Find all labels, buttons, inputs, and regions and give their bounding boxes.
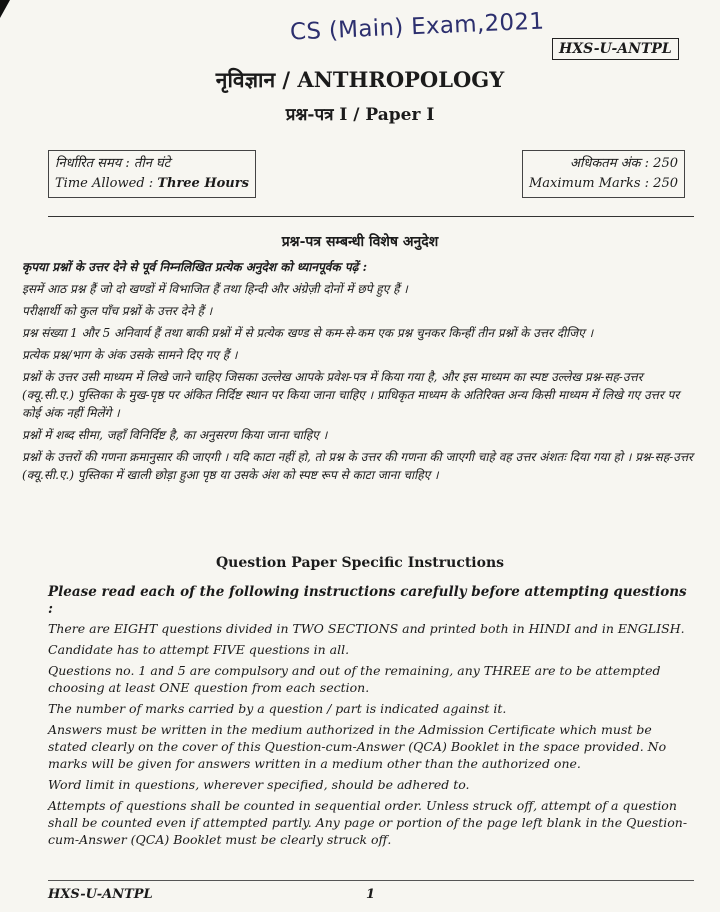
paper-code-box: HXS-U-ANTPL — [552, 38, 679, 60]
page-number: 1 — [366, 887, 376, 902]
corner-mark — [0, 0, 10, 18]
maximum-marks-english: Maximum Marks : 250 — [529, 176, 678, 191]
hindi-instructions-heading: प्रश्न-पत्र सम्बन्धी विशेष अनुदेश — [281, 234, 439, 250]
time-allowed-hindi: निर्धारित समय : तीन घंटे — [55, 156, 171, 171]
paper-title: नृविज्ञान / ANTHROPOLOGY — [215, 67, 505, 92]
english-instruction-item: Word limit in questions, wherever specified, should be adhered to. — [48, 777, 470, 792]
hindi-instruction-item: प्रश्न संख्या 1 और 5 अनिवार्य हैं तथा बाकी प्रश्नों में से प्रत्येक खण्ड से कम-से-कम एक प्रश्न चुनकर किन्हीं तीन प्रश्नों के उत्तर दीजिए । — [22, 326, 594, 340]
english-instructions — [48, 584, 694, 852]
english-instruction-item: Candidate has to attempt FIVE questions in all. — [48, 642, 350, 657]
hindi-instruction-item: प्रश्नों के उत्तर उसी माध्यम में लिखे जाने चाहिए जिसका उल्लेख आपके प्रवेश-पत्र में किया गया है, और इस माध्यम का स्पष्ट उल्लेख प्रश्न-सह-उत्तर (क्यू.सी.ए.) पुस्तिका के मुख-पृष्ठ पर अंकित निर्दिष्ट स्थान पर किया जाना चाहिए । प्राधिकृत माध्यम के अतिरिक्त अन्य किसी माध्यम में लिखे गए उत्तर पर कोई अंक नहीं मिलेंगे । — [22, 370, 680, 420]
hindi-instructions-lead: कृपया प्रश्नों के उत्तर देने से पूर्व निम्नलिखित प्रत्येक अनुदेश को ध्यानपूर्वक पढ़ें : — [22, 260, 368, 274]
english-instruction-item: Attempts of questions shall be counted in sequential order. Unless struck off, attempt of a question shall be counted even if attempted partly. Any page or portion of the page left blank in the Question-cum-Answer (QCA) Booklet must be clearly struck off. — [48, 798, 688, 847]
time-allowed-label: Time Allowed : — [55, 176, 158, 191]
footer-divider — [48, 880, 694, 881]
handwritten-note: CS (Main) Exam,2021 — [289, 8, 545, 46]
hindi-instructions — [22, 258, 698, 488]
maximum-marks-hindi: अधिकतम अंक : 250 — [570, 156, 678, 171]
time-allowed-box — [48, 150, 256, 198]
english-instruction-item: The number of marks carried by a question / part is indicated against it. — [48, 701, 507, 716]
paper-subtitle: प्रश्न-पत्र I / Paper I — [285, 105, 435, 125]
maximum-marks-box — [522, 150, 685, 198]
english-instructions-lead: Please read each of the following instructions carefully before attempting questions : — [48, 584, 687, 617]
time-allowed-value: Three Hours — [157, 176, 249, 191]
english-instruction-item: Answers must be written in the medium authorized in the Admission Certificate which must be stated clearly on the cover of this Question-cum-Answer (QCA) Booklet in the space provided. No marks will be given for answers written in a medium other than the authorized one. — [48, 722, 667, 771]
header-divider — [48, 216, 694, 217]
hindi-instruction-item: प्रश्नों के उत्तरों की गणना क्रमानुसार की जाएगी । यदि काटा नहीं हो, तो प्रश्न के उत्तर की गणना की जाएगी चाहे वह उत्तर अंशतः दिया गया हो । प्रश्न-सह-उत्तर (क्यू.सी.ए.) पुस्तिका में खाली छोड़ा हुआ पृष्ठ या उसके अंश को स्पष्ट रूप से काटा जाना चाहिए । — [22, 450, 693, 482]
hindi-instruction-item: प्रश्नों में शब्द सीमा, जहाँ विनिर्दिष्ट है, का अनुसरण किया जाना चाहिए । — [22, 428, 328, 442]
english-instruction-item: There are EIGHT questions divided in TWO SECTIONS and printed both in HINDI and in ENGLISH. — [48, 621, 685, 636]
time-allowed-english — [55, 174, 249, 194]
english-instruction-item: Questions no. 1 and 5 are compulsory and out of the remaining, any THREE are to be attempted choosing at least ONE question from each section. — [48, 663, 661, 695]
footer-paper-code: HXS-U-ANTPL — [48, 887, 153, 902]
hindi-instruction-item: परीक्षार्थी को कुल पाँच प्रश्नों के उत्तर देने हैं । — [22, 304, 213, 318]
hindi-instruction-item: प्रत्येक प्रश्न/भाग के अंक उसके सामने दिए गए हैं । — [22, 348, 238, 362]
hindi-instruction-item: इसमें आठ प्रश्न हैं जो दो खण्डों में विभाजित हैं तथा हिन्दी और अंग्रेज़ी दोनों में छपे हुए हैं । — [22, 282, 408, 296]
english-instructions-heading: Question Paper Specific Instructions — [215, 555, 505, 571]
